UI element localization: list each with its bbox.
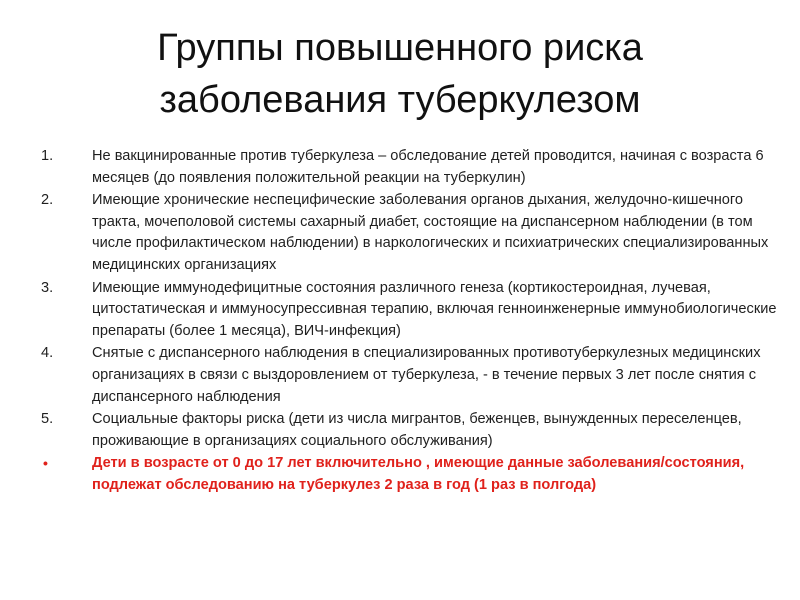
list-item-number: 2.	[41, 192, 54, 209]
list-item-number: 3.	[41, 279, 54, 296]
risk-groups-list	[0, 146, 800, 498]
list-item-number: 1.	[41, 148, 54, 164]
bullet-icon: •	[43, 455, 48, 472]
list-item	[0, 343, 800, 408]
list-item-text: Не вакцинированные против туберкулеза – обследование детей проводится, начиная с возраста 6 месяцев (до появления положительной реакции на туберкулин)	[92, 148, 764, 186]
list-item-text: Социальные факторы риска (дети из числа мигрантов, беженцев, вынужденных переселенцев, проживающие в организациях социального обслуживания)	[92, 411, 742, 449]
list-item-number: 5.	[41, 411, 54, 428]
list-item	[0, 409, 800, 452]
list-item-text: Имеющие хронические неспецифические заболевания органов дыхания, желудочно-кишечного тракта, мочеполовой системы сахарный диабет, состоящие на диспансерном наблюдении (в том числе профилактическом наблюдении) в наркологических и психиатрических специализированных медицинских организациях	[92, 192, 769, 273]
list-item-text: Имеющие иммунодефицитные состояния различного генеза (кортикостероидная, лучевая, цитостатическая и иммуносупрессивная терапию, включая генноинженерные иммунобиологические препараты (более 1 месяца), ВИЧ-инфекция)	[92, 279, 777, 339]
list-item-text: Снятые с диспансерного наблюдения в специализированных противотуберкулезных медицинских организациях в связи с выздоровлением от туберкулеза, - в течение первых 3 лет после снятия с диспансерного наблюдения	[92, 345, 761, 405]
slide-title-line-1: Группы повышенного риска	[157, 27, 643, 69]
highlighted-note	[0, 453, 800, 496]
slide-title	[40, 22, 760, 126]
list-item	[0, 146, 800, 189]
highlighted-note-text: Дети в возрасте от 0 до 17 лет включительно , имеющие данные заболевания/состояния, подлежат обследованию на туберкулез 2 раза в год (1 раз в полгода)	[92, 455, 745, 493]
list-item-number: 4.	[41, 345, 54, 362]
slide-title-line-2: заболевания туберкулезом	[159, 79, 641, 121]
list-item	[0, 278, 800, 343]
list-item	[0, 190, 800, 276]
